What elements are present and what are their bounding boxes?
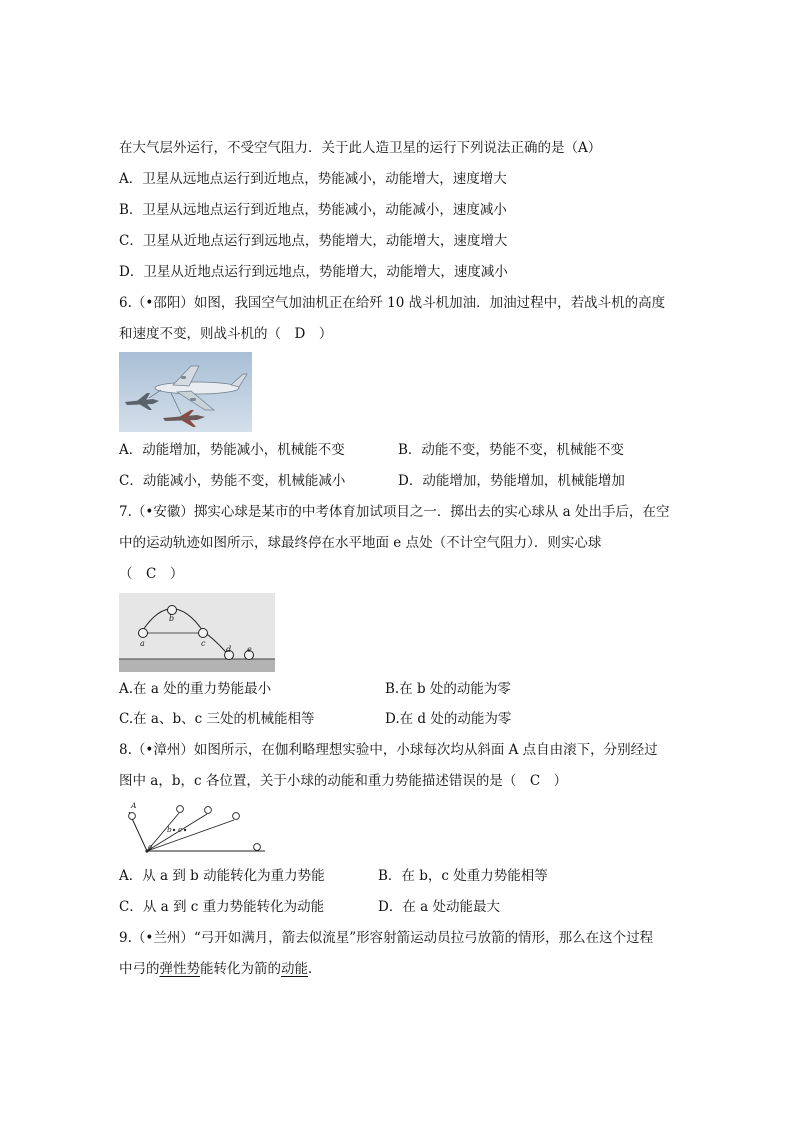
galileo-ramp-figure (119, 800, 265, 856)
q8-stem-line1: 8.（•漳州）如图所示，在伽利略理想实验中，小球每次均从斜面 A 点自由滚下，分别经过 (119, 742, 658, 758)
q8-option-d: D．在 a 处动能最大 (378, 899, 500, 915)
q6-option-a: A．动能增加，势能减小，机械能不变 (119, 442, 345, 458)
figure-label-A: A (131, 801, 137, 810)
q9-answer-kinetic: 动能 (281, 961, 308, 977)
figure-label-e: e (247, 645, 252, 654)
q8-option-b: B．在 b，c 处重力势能相等 (378, 868, 548, 884)
q9-answer-elastic-potential: 弹性势 (159, 961, 200, 977)
q9-text-mid: 能转化为箭的 (200, 961, 281, 977)
q7-stem-line2: 中的运动轨迹如图所示，球最终停在水平地面 e 点处（不计空气阻力）．则实心球 (119, 535, 602, 551)
q9-stem-line2 (119, 960, 322, 978)
q7-option-a: A.在 a 处的重力势能最小 (119, 681, 272, 697)
q8-option-c: C．从 a 到 c 重力势能转化为动能 (119, 899, 325, 915)
q7-stem-line1: 7.（•安徽）掷实心球是某市的中考体育加试项目之一．掷出去的实心球从 a 处出手后，在空 (119, 504, 670, 520)
q7-option-b: B.在 b 处的动能为零 (385, 681, 511, 697)
q9-text-pre: 中弓的 (119, 961, 160, 977)
figure-label-d: d (226, 645, 232, 654)
figure-label-a-small: a (148, 842, 153, 851)
q9-text-post: ． (308, 961, 322, 977)
q6-option-b: B．动能不变，势能不变，机械能不变 (398, 442, 624, 458)
intro-option-b: B．卫星从远地点运行到近地点，势能减小，动能减小，速度减小 (119, 202, 507, 218)
q6-stem-line2: 和速度不变，则战斗机的（ D ） (119, 326, 333, 342)
figure-label-a: a (140, 639, 145, 648)
q8-stem-line2: 图中 a，b，c 各位置，关于小球的动能和重力势能描述错误的是（ C ） (119, 773, 568, 789)
intro-option-a: A．卫星从远地点运行到近地点，势能减小，动能增大，速度增大 (119, 171, 507, 187)
figure-label-c-small: c (178, 825, 183, 834)
q7-option-c: C.在 a、b、c 三处的机械能相等 (119, 711, 315, 727)
figure-label-b: b (169, 614, 175, 623)
refueling-aircraft-photo (119, 352, 252, 432)
q6-stem-line1: 6.（•邵阳）如图，我国空气加油机正在给歼 10 战斗机加油．加油过程中，若战斗机的高度 (119, 295, 666, 311)
q6-option-c: C．动能减小，势能不变，机械能减小 (119, 473, 346, 489)
q7-stem-line3: （ C ） (119, 566, 184, 582)
intro-option-d: D．卫星从近地点运行到远地点，势能增大，动能增大，速度减小 (119, 264, 508, 280)
q7-option-d: D.在 d 处的动能为零 (385, 711, 512, 727)
q6-option-d: D．动能增加，势能增加，机械能增加 (398, 473, 625, 489)
figure-label-b-small: b (167, 825, 172, 834)
figure-label-c: c (201, 639, 206, 648)
q9-stem-line1: 9.（•兰州）“弓开如满月，箭去似流星”形容射箭运动员拉弓放箭的情形，那么在这个过程 (119, 930, 654, 946)
intro-option-c: C．卫星从近地点运行到远地点，势能增大，动能增大，速度增大 (119, 233, 508, 249)
q8-option-a: A．从 a 到 b 动能转化为重力势能 (119, 868, 325, 884)
shot-put-trajectory-figure (119, 593, 275, 672)
intro-stem: 在大气层外运行，不受空气阻力．关于此人造卫星的运行下列说法正确的是（A） (119, 140, 602, 156)
